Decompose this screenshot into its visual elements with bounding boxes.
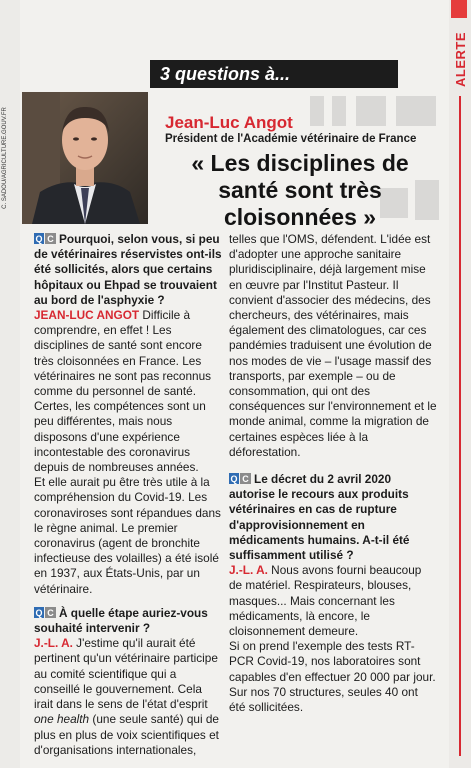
answer-3a-text: Nous avons fourni beaucoup de matériel. Respirateurs, blouses, masques... Mais concernant les médicaments, là encore, le cloisonnement demeure. (229, 563, 422, 639)
interviewee-role: Président de l'Académie vétérinaire de France (165, 133, 417, 145)
qc-icon (34, 233, 56, 244)
section-tab: ALERTE (452, 31, 468, 87)
column-left (34, 232, 224, 758)
svg-text:C: C (47, 607, 54, 618)
answer-3b: Si on prend l'exemple des tests RT-PCR Covid-19, nos laboratoires sont capables d'en effectuer 20 000 par jour. Sur nos 70 structures, seules 40 ont été sollicitées. (229, 639, 436, 715)
column-right (229, 472, 437, 715)
section-rule (459, 96, 461, 756)
margin-note (5, 430, 15, 500)
answer-2-italic: one health (34, 712, 90, 727)
question-2-text: À quelle étape auriez-vous souhaité intervenir ? (34, 605, 208, 636)
qc-icon (34, 607, 56, 618)
question-1-text: Pourquoi, selon vous, si peu de vétérinaires réservistes ont-ils été sollicités, alors que certains hôpitaux ou Ehpad se trouvaient au bord de l'asphyxie ? (34, 232, 222, 307)
svg-text:C: C (47, 234, 54, 244)
svg-text:Q: Q (35, 234, 43, 244)
section-banner: 3 questions à... (150, 60, 398, 88)
question-3 (229, 472, 437, 563)
answer-1b: Et elle aurait pu être très utile à la compréhension du Covid-19. Les coronaviroses sont répandues dans le règne animal. Le premier coronavirus (agent de bronchite infectieuse des volailles) a été isolé en 1937, aux États-Unis, par un vétérinaire. (34, 475, 221, 596)
answer-2-continued: telles que l'OMS, défendent. L'idée est d'adopter une approche sanitaire pluridisciplinaire, déjà largement mise en œuvre par l'Institut Pasteur. Il convient d'associer des médecins, des chercheurs, des vétérinaires, mais également des climatologues, car ces pandémies traduisent une évolution de nos modes de vie – l'usage massif des transports, par exemple – ou de consommation, qui ont des conséquences sur l'environnement et le monde animal, comme la migration de certaines espèces liée à la déforestation. (229, 232, 437, 459)
portrait-image (22, 92, 148, 224)
speaker-tag: JEAN-LUC ANGOT (34, 308, 140, 323)
svg-text:Q: Q (230, 474, 238, 485)
answer-2 (34, 636, 224, 758)
answer-1a-text: Difficile à comprendre, en effet ! Les disciplines de santé sont encore très cloisonnées en France. Les vétérinaires ne sont pas reconnus comme du personnel de santé. Certes, les compétences sont un peu différentes, mais nous disposons d'une expérience incontestable des coronavirus depuis de nombreuses années. (34, 308, 212, 475)
interviewee-name: Jean-Luc Angot (165, 113, 293, 132)
portrait-photo (22, 92, 148, 224)
svg-text:C: C (242, 474, 249, 485)
question-2 (34, 606, 224, 636)
answer-1a (34, 308, 224, 475)
question-1 (34, 232, 224, 308)
photo-credit: C. SADOU/AGRICULTURE.GOUV.FR (1, 107, 8, 209)
corner-tab-mark (451, 0, 467, 18)
interview-headline: « Les disciplines de santé sont très cloisonnées » (191, 150, 409, 230)
answer-2b-text: (une seule santé) qui de plus en plus de voix scientifiques et d'organisations internationales, (34, 712, 219, 757)
qc-icon (229, 473, 251, 484)
speaker-tag: J.-L. A. (229, 563, 268, 578)
speaker-tag: J.-L. A. (34, 636, 73, 651)
question-3-text: Le décret du 2 avril 2020 autorise le recours aux produits vétérinaires en cas de rupture d'approvisionnement en médicaments humains. A-t-il été suffisamment utilisé ? (229, 472, 410, 563)
answer-2a-text: J'estime qu'il aurait été pertinent qu'un vétérinaire participe au comité scientifique qui a conseillé le gouvernement. Cela irait dans le sens de l'état d'esprit (34, 636, 218, 712)
answer-3a (229, 563, 437, 639)
svg-text:Q: Q (35, 607, 43, 618)
column-right-top (229, 232, 437, 460)
